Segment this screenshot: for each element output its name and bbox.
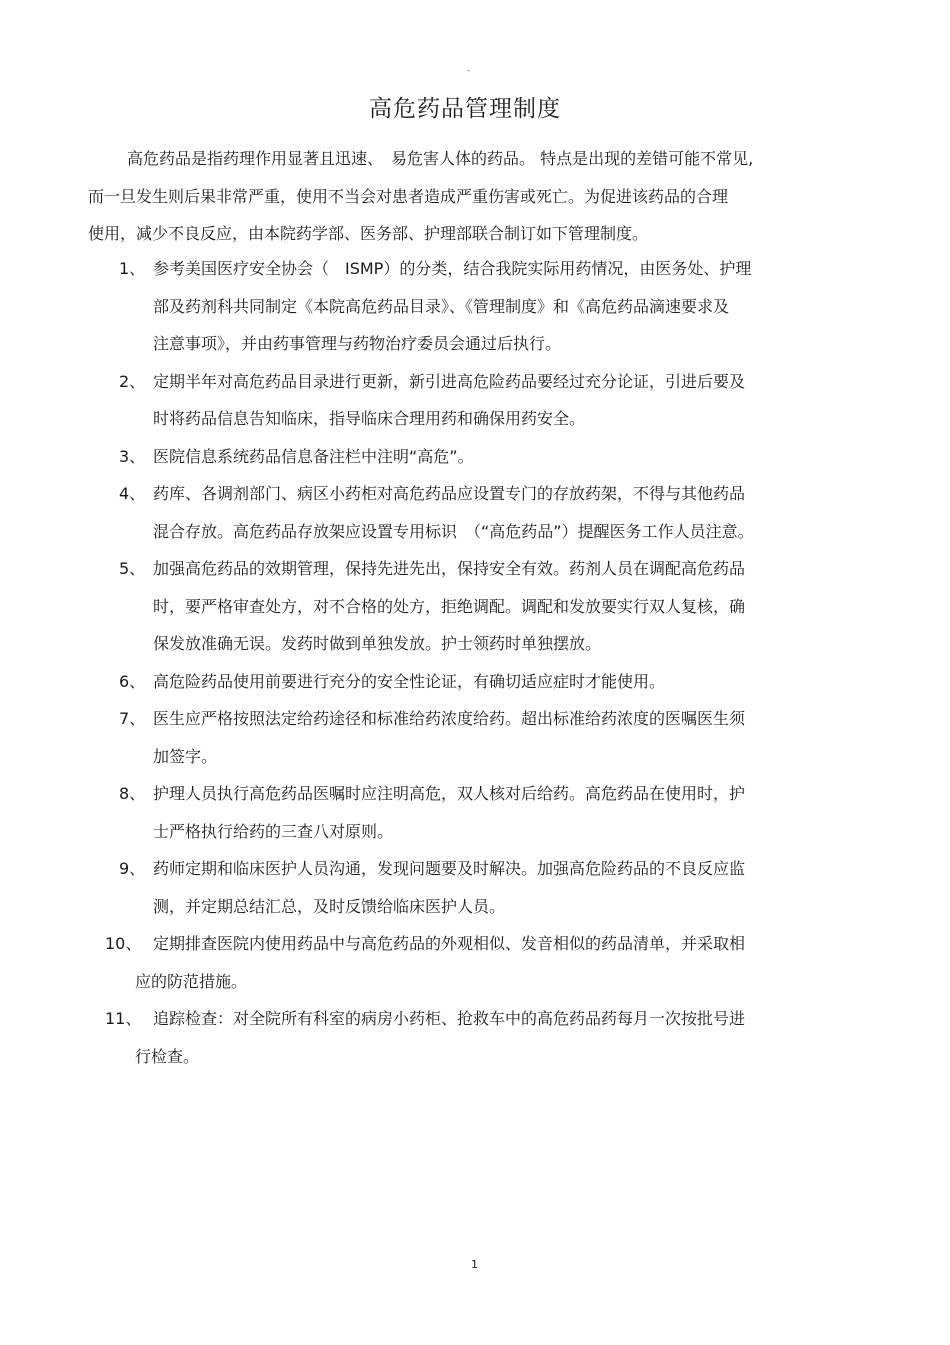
list-item-line: 时将药品信息告知临床，指导临床合理用药和确保用药安全。 bbox=[153, 409, 586, 428]
list-item-number: 8、 bbox=[119, 784, 146, 803]
list-item-number: 11、 bbox=[105, 1009, 142, 1028]
list-item-line: 追踪检查：对全院所有科室的病房小药柜、抢救车中的高危药品药每月一次按批号进 bbox=[153, 1009, 746, 1028]
list-item-number: 5、 bbox=[119, 559, 146, 578]
rules-list bbox=[0, 250, 950, 1075]
list-item bbox=[0, 363, 950, 438]
list-item-line: 部及药剂科共同制定《本院高危药品目录》、《管理制度》和《高危药品滴速要求及 bbox=[153, 296, 730, 316]
list-item-number: 4、 bbox=[119, 484, 146, 503]
list-item-line: 医院信息系统药品信息备注栏中注明“高危”。 bbox=[153, 446, 474, 466]
list-item-line: 护理人员执行高危药品医嘱时应注明高危，双人核对后给药。高危药品在使用时，护 bbox=[153, 784, 746, 803]
list-item-line: 士严格执行给药的三查八对原则。 bbox=[153, 821, 394, 841]
list-item-line: 时，要严格审查处方，对不合格的处方，拒绝调配。调配和发放要实行双人复核，确 bbox=[153, 596, 746, 616]
intro-line: 使用，减少不良反应，由本院药学部、医务部、护理部联合制订如下管理制度。 bbox=[88, 224, 649, 243]
list-item-line: 行检查。 bbox=[135, 1046, 200, 1066]
list-item-line: 定期半年对高危药品目录进行更新，新引进高危险药品要经过充分论证，引进后要及 bbox=[153, 371, 746, 391]
list-item bbox=[0, 663, 950, 701]
list-item-number: 7、 bbox=[119, 709, 146, 728]
list-item bbox=[0, 550, 950, 663]
list-item-number: 9、 bbox=[119, 859, 146, 878]
document-title: 高危药品管理制度 bbox=[369, 96, 561, 122]
list-item-number: 3、 bbox=[119, 446, 146, 466]
list-item bbox=[0, 1000, 950, 1075]
intro-line: 而一旦发生则后果非常严重，使用不当会对患者造成严重伤害或死亡。为促进该药品的合理 bbox=[88, 186, 729, 206]
list-item-line: 定期排查医院内使用药品中与高危药品的外观相似、发音相似的药品清单，并采取相 bbox=[153, 934, 746, 953]
page-number: 1 bbox=[471, 1258, 478, 1271]
list-item-line: 加签字。 bbox=[153, 746, 218, 766]
list-item bbox=[0, 475, 950, 550]
list-item-number: 2、 bbox=[119, 371, 146, 391]
list-item bbox=[0, 775, 950, 850]
intro-line: 高危药品是指药理作用显著且迅速、 易危害人体的药品。 特点是出现的差错可能不常见, bbox=[127, 149, 754, 168]
list-item bbox=[0, 850, 950, 925]
list-item-line: 药库、各调剂部门、病区小药柜对高危药品应设置专门的存放药架，不得与其他药品 bbox=[153, 484, 746, 503]
list-item bbox=[0, 438, 950, 476]
list-item bbox=[0, 700, 950, 775]
list-item-line: 高危险药品使用前要进行充分的安全性论证，有确切适应症时才能使用。 bbox=[153, 671, 666, 691]
list-item bbox=[0, 250, 950, 363]
list-item-line: 混合存放。高危药品存放架应设置专用标识 （“高危药品”）提醒医务工作人员注意。 bbox=[153, 521, 754, 541]
list-item bbox=[0, 925, 950, 1000]
list-item-number: 6、 bbox=[119, 671, 146, 691]
list-item-line: 参考美国医疗安全协会（ ISMP）的分类，结合我院实际用药情况，由医务处、护理 bbox=[153, 259, 752, 278]
list-item-line: 注意事项》，并由药事管理与药物治疗委员会通过后执行。 bbox=[153, 334, 562, 353]
list-item-line: 医生应严格按照法定给药途径和标准给药浓度给药。超出标准给药浓度的医嘱医生须 bbox=[153, 709, 746, 728]
list-item-line: 加强高危药品的效期管理，保持先进先出，保持安全有效。药剂人员在调配高危药品 bbox=[153, 559, 746, 578]
list-item-line: 保发放准确无误。发药时做到单独发放。护士领药时单独摆放。 bbox=[153, 634, 602, 653]
list-item-line: 测，并定期总结汇总，及时反馈给临床医护人员。 bbox=[153, 896, 506, 916]
list-item-number: 10、 bbox=[105, 934, 142, 953]
list-item-line: 药师定期和临床医护人员沟通，发现问题要及时解决。加强高危险药品的不良反应监 bbox=[153, 859, 746, 878]
list-item-number: 1、 bbox=[119, 259, 146, 278]
intro-paragraph bbox=[88, 140, 868, 253]
header-mark: - bbox=[467, 66, 471, 76]
list-item-line: 应的防范措施。 bbox=[135, 971, 248, 991]
